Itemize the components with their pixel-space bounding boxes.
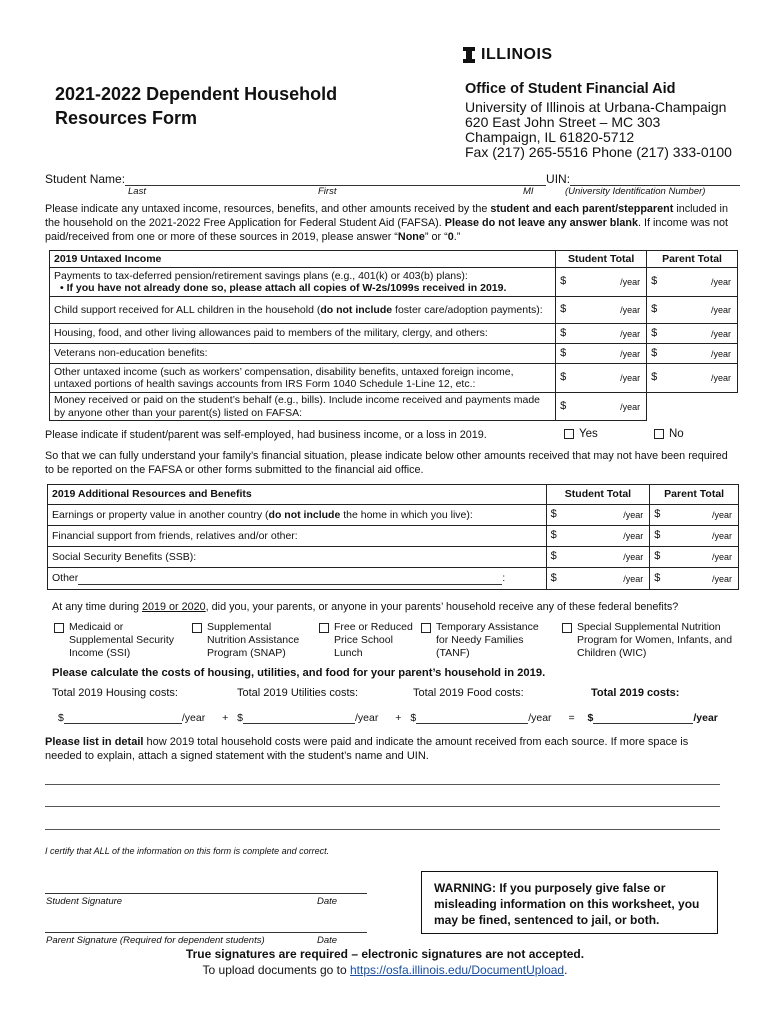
- footer-line1: True signatures are required – electronic signatures are not accepted.: [185, 947, 585, 961]
- dollar-sign: $: [654, 550, 661, 563]
- student-signature-line[interactable]: [45, 893, 367, 894]
- housing-costs-field[interactable]: [64, 723, 182, 724]
- dollar-sign: $: [651, 371, 658, 384]
- bullet-icon: •: [60, 282, 67, 294]
- per-year: /year: [355, 712, 379, 724]
- per-year: /year: [620, 328, 641, 339]
- other-field[interactable]: [78, 584, 502, 585]
- uin-label: UIN:: [546, 172, 571, 186]
- empty-cell: [647, 393, 738, 421]
- detail-line-1[interactable]: [45, 784, 720, 785]
- form-title: 2021-2022 Dependent Household Resources Form: [55, 84, 338, 128]
- per-year: /year: [620, 304, 641, 315]
- additional-header: 2019 Additional Resources and Benefits: [48, 485, 547, 505]
- table-row: [48, 547, 739, 568]
- warning-box: WARNING: If you purposely give false or misleading information on this worksheet, you may be fined, sentenced to jail, or both.: [421, 871, 718, 934]
- detail-line-2[interactable]: [45, 806, 720, 807]
- benefit-ssi[interactable]: [54, 621, 182, 660]
- per-year: /year: [620, 276, 641, 287]
- upload-link[interactable]: https://osfa.illinois.edu/DocumentUpload: [349, 963, 565, 977]
- utilities-costs-field[interactable]: [243, 723, 355, 724]
- dollar-sign: $: [550, 550, 557, 563]
- dollar-sign: $: [237, 712, 244, 724]
- money-received-student-amount[interactable]: [556, 393, 647, 421]
- dollar-sign: $: [560, 371, 567, 384]
- detail-bold: Please list in detail: [45, 736, 144, 748]
- per-year: /year: [710, 348, 731, 359]
- dollar-sign: $: [550, 571, 557, 584]
- plus-sign: +: [222, 712, 229, 724]
- row-child-support: [50, 297, 556, 324]
- row-foreign-c: the home in which you live):: [340, 508, 473, 521]
- student-total-header: Student Total: [556, 251, 647, 268]
- dollar-sign: $: [651, 346, 658, 359]
- veterans-parent-amount[interactable]: [647, 344, 738, 364]
- row-financial-support: Financial support from friends, relatives and/or other:: [48, 526, 547, 547]
- self-employed-yes[interactable]: [564, 428, 598, 440]
- ssb-parent-amount[interactable]: [650, 547, 739, 568]
- total-costs-field[interactable]: [593, 723, 693, 724]
- benefit-snap-label: Supplemental Nutrition Assistance Program (SNAP): [207, 621, 300, 659]
- pension-parent-amount[interactable]: [647, 268, 738, 297]
- dollar-sign: $: [560, 326, 567, 339]
- footer-end: .: [564, 963, 568, 977]
- other-parent-amount[interactable]: [650, 568, 739, 590]
- checkbox-icon[interactable]: [562, 623, 572, 633]
- other-untaxed-student-amount[interactable]: [556, 364, 647, 393]
- table-row: [50, 268, 738, 297]
- benefit-wic-label: Special Supplemental Nutrition Program for Women, Infants, and Children (WIC): [577, 621, 733, 659]
- per-year: /year: [620, 372, 641, 383]
- student-total-header: Student Total: [546, 485, 650, 505]
- table-row: [48, 568, 739, 590]
- no-label: No: [669, 428, 684, 440]
- table-row: [50, 344, 738, 364]
- parent-date-label: Date: [317, 935, 338, 946]
- dollar-sign: $: [651, 326, 658, 339]
- checkbox-icon[interactable]: [421, 623, 431, 633]
- row-foreign-b: do not include: [268, 508, 341, 521]
- benefit-snap[interactable]: [192, 621, 310, 660]
- parent-signature-label: Parent Signature (Required for dependent students): [46, 935, 265, 946]
- per-year: /year: [181, 712, 206, 724]
- row-pension-note: [54, 282, 551, 295]
- child-support-student-amount[interactable]: [556, 297, 647, 324]
- row-social-security: Social Security Benefits (SSB):: [48, 547, 547, 568]
- costs-heading: Please calculate the costs of housing, utilities, and food for your parent’s household in 2019.: [52, 667, 546, 679]
- illinois-logo: [463, 46, 553, 64]
- benefit-tanf[interactable]: [421, 621, 553, 660]
- dollar-sign: $: [410, 712, 417, 724]
- housing-allowance-parent-amount[interactable]: [647, 324, 738, 344]
- student-name-label: Student Name:: [45, 172, 126, 186]
- row-child-support-c: foster care/adoption payments):: [392, 303, 543, 316]
- support-parent-amount[interactable]: [650, 526, 739, 547]
- benefit-lunch[interactable]: [319, 621, 415, 660]
- benefit-lunch-label: Free or Reduced Price School Lunch: [334, 621, 413, 659]
- other-label: Other: [52, 572, 79, 585]
- benefit-ssi-label: Medicaid or Supplemental Security Income (SSI): [69, 621, 175, 659]
- dollar-sign: $: [550, 529, 557, 542]
- self-employed-no[interactable]: [654, 428, 684, 440]
- per-year: /year: [620, 401, 641, 412]
- dollar-sign: $: [654, 571, 661, 584]
- office-address: [465, 82, 732, 160]
- per-year: /year: [710, 372, 731, 383]
- row-pension-text: Payments to tax-deferred pension/retirement savings plans (e.g., 401(k) or 403(b) plans):: [54, 269, 468, 282]
- pension-student-amount[interactable]: [556, 268, 647, 297]
- food-costs-field[interactable]: [416, 723, 528, 724]
- checkbox-icon[interactable]: [564, 429, 574, 439]
- per-year: /year: [710, 304, 731, 315]
- plus-sign: +: [395, 712, 402, 724]
- office-line4: Fax (217) 265-5516 Phone (217) 333-0100: [465, 144, 732, 160]
- checkbox-icon[interactable]: [654, 429, 664, 439]
- per-year: /year: [623, 509, 644, 520]
- benefit-wic[interactable]: [562, 621, 740, 660]
- additional-resources-table: [47, 484, 739, 590]
- row-foreign-a: Earnings or property value in another country (: [52, 508, 269, 521]
- last-hint: Last: [128, 186, 146, 197]
- foreign-parent-amount[interactable]: [650, 505, 739, 526]
- parent-total-header: Parent Total: [650, 485, 739, 505]
- veterans-student-amount[interactable]: [556, 344, 647, 364]
- benefit-tanf-label: Temporary Assistance for Needy Families (TANF): [436, 621, 539, 659]
- block-i-logo-icon: [463, 47, 475, 63]
- untaxed-income-table: [49, 250, 738, 421]
- dollar-sign: $: [550, 508, 557, 521]
- per-year: /year: [693, 712, 718, 724]
- footer-line2: [0, 963, 770, 977]
- dollar-sign: $: [560, 346, 567, 359]
- intro-p1: Please indicate any untaxed income, resources, benefits, and other amounts received by the: [45, 203, 491, 215]
- first-hint: First: [318, 186, 337, 197]
- intro-p2: included in the household on the 2021-2022 Free Application for Federal Student Aid (FAFSA).: [45, 203, 728, 229]
- intro-p1-bold: student and each parent/stepparent: [490, 203, 674, 215]
- food-costs-label: Total 2019 Food costs:: [413, 687, 524, 699]
- dollar-sign: $: [651, 303, 658, 316]
- per-year: /year: [623, 573, 644, 584]
- intro-text: [45, 202, 735, 244]
- footer-upload-text: To upload documents go to: [202, 963, 350, 977]
- table-header-row: [50, 251, 738, 268]
- mi-hint: MI: [523, 186, 534, 197]
- row-other-untaxed: Other untaxed income (such as workers’ compensation, disability benefits, untaxed foreign income, untaxed portions of health savings accounts from IRS Form 1040 Schedule 1-Line 12, etc.:: [50, 364, 556, 393]
- row-foreign-earnings: [48, 505, 547, 526]
- dollar-sign: $: [58, 712, 64, 724]
- intro-or: ” or “: [424, 231, 448, 243]
- utilities-costs-label: Total 2019 Utilities costs:: [237, 687, 359, 699]
- intro-zero: 0: [447, 231, 454, 243]
- untaxed-header: 2019 Untaxed Income: [50, 251, 556, 268]
- student-name-row: [45, 172, 740, 186]
- dollar-sign: $: [654, 508, 661, 521]
- checkbox-icon[interactable]: [319, 623, 329, 633]
- housing-costs-label: Total 2019 Housing costs:: [52, 687, 178, 699]
- per-year: /year: [710, 328, 731, 339]
- table-row: [50, 324, 738, 344]
- ssb-student-amount[interactable]: [546, 547, 650, 568]
- total-costs-label: Total 2019 costs:: [591, 687, 680, 699]
- foreign-student-amount[interactable]: [546, 505, 650, 526]
- detail-text: how 2019 total household costs were paid and indicate the amount received from each source. If more space is needed to explain, attach a signed statement with the student’s name and UIN.: [45, 736, 689, 762]
- table-row: [50, 297, 738, 324]
- checkbox-icon[interactable]: [54, 623, 64, 633]
- per-year: /year: [711, 509, 732, 520]
- parent-total-header: Parent Total: [647, 251, 738, 268]
- additional-intro: So that we can fully understand your family’s financial situation, please indicate below other amounts received that may not have been required to be reported on the FAFSA or other forms submitted to the financial aid office.: [45, 450, 728, 476]
- table-row: [50, 393, 738, 421]
- other-untaxed-parent-amount[interactable]: [647, 364, 738, 393]
- per-year: /year: [620, 348, 641, 359]
- child-support-parent-amount[interactable]: [647, 297, 738, 324]
- dollar-sign: $: [560, 275, 567, 288]
- checkbox-icon[interactable]: [192, 623, 202, 633]
- other-student-amount[interactable]: [546, 568, 650, 590]
- office-name: Office of Student Financial Aid: [465, 81, 676, 97]
- row-pension: [50, 268, 556, 297]
- per-year: /year: [711, 573, 732, 584]
- per-year: /year: [711, 530, 732, 541]
- parent-signature-line[interactable]: [45, 932, 367, 933]
- intro-p3: . If income was not paid/received from one or more of these sources in 2019, please answer “: [45, 217, 728, 243]
- yes-label: Yes: [579, 428, 598, 440]
- row-child-support-b: do not include: [320, 303, 393, 316]
- equals-sign: =: [568, 712, 575, 724]
- table-header-row: [48, 485, 739, 505]
- logo-text: ILLINOIS: [481, 46, 553, 63]
- office-line1: University of Illinois at Urbana-Champaign: [465, 99, 727, 115]
- office-line2: 620 East John Street – MC 303: [465, 114, 661, 130]
- intro-end: .”: [453, 231, 461, 243]
- federal-q1: At any time during: [52, 601, 143, 613]
- costs-row: [58, 712, 718, 724]
- row-housing-allowance: Housing, food, and other living allowances paid to members of the military, clergy, and others:: [50, 324, 556, 344]
- support-student-amount[interactable]: [546, 526, 650, 547]
- housing-allowance-student-amount[interactable]: [556, 324, 647, 344]
- row-pension-note-text: If you have not already done so, please attach all copies of W-2s/1099s received in 2019.: [66, 282, 507, 294]
- student-date-label: Date: [317, 896, 338, 907]
- row-money-received: Money received or paid on the student’s behalf (e.g., bills). Include income received and payments made by anyone other than your parent(s) listed on FAFSA:: [50, 393, 556, 421]
- per-year: /year: [623, 551, 644, 562]
- dollar-sign: $: [560, 399, 567, 412]
- per-year: /year: [623, 530, 644, 541]
- table-row: [48, 505, 739, 526]
- per-year: /year: [711, 551, 732, 562]
- certify-text: I certify that ALL of the information on this form is complete and correct.: [45, 846, 330, 856]
- row-child-support-a: Child support received for ALL children in the household (: [54, 303, 321, 316]
- row-other: [48, 568, 547, 590]
- per-year: /year: [528, 712, 552, 724]
- uin-hint: (University Identification Number): [565, 186, 706, 197]
- dollar-sign: $: [654, 529, 661, 542]
- self-employed-question: Please indicate if student/parent was self-employed, had business income, or a loss in 2019.: [45, 429, 487, 441]
- intro-p2-bold: Please do not leave any answer blank: [444, 217, 638, 229]
- dollar-sign: $: [587, 712, 594, 724]
- federal-question: [52, 601, 678, 613]
- table-row: [48, 526, 739, 547]
- per-year: /year: [710, 276, 731, 287]
- detail-line-3[interactable]: [45, 829, 720, 830]
- detail-instructions: [45, 735, 725, 763]
- row-veterans: Veterans non-education benefits:: [50, 344, 556, 364]
- intro-none: None: [397, 231, 425, 243]
- dollar-sign: $: [651, 275, 658, 288]
- office-line3: Champaign, IL 61820-5712: [465, 129, 635, 145]
- federal-q2: , did you, your parents, or anyone in your parents’ household receive any of these federal benefits?: [205, 601, 679, 613]
- other-colon: :: [502, 572, 506, 585]
- federal-years: 2019 or 2020: [142, 601, 206, 613]
- dollar-sign: $: [560, 303, 567, 316]
- table-row: [50, 364, 738, 393]
- student-signature-label: Student Signature: [46, 896, 123, 907]
